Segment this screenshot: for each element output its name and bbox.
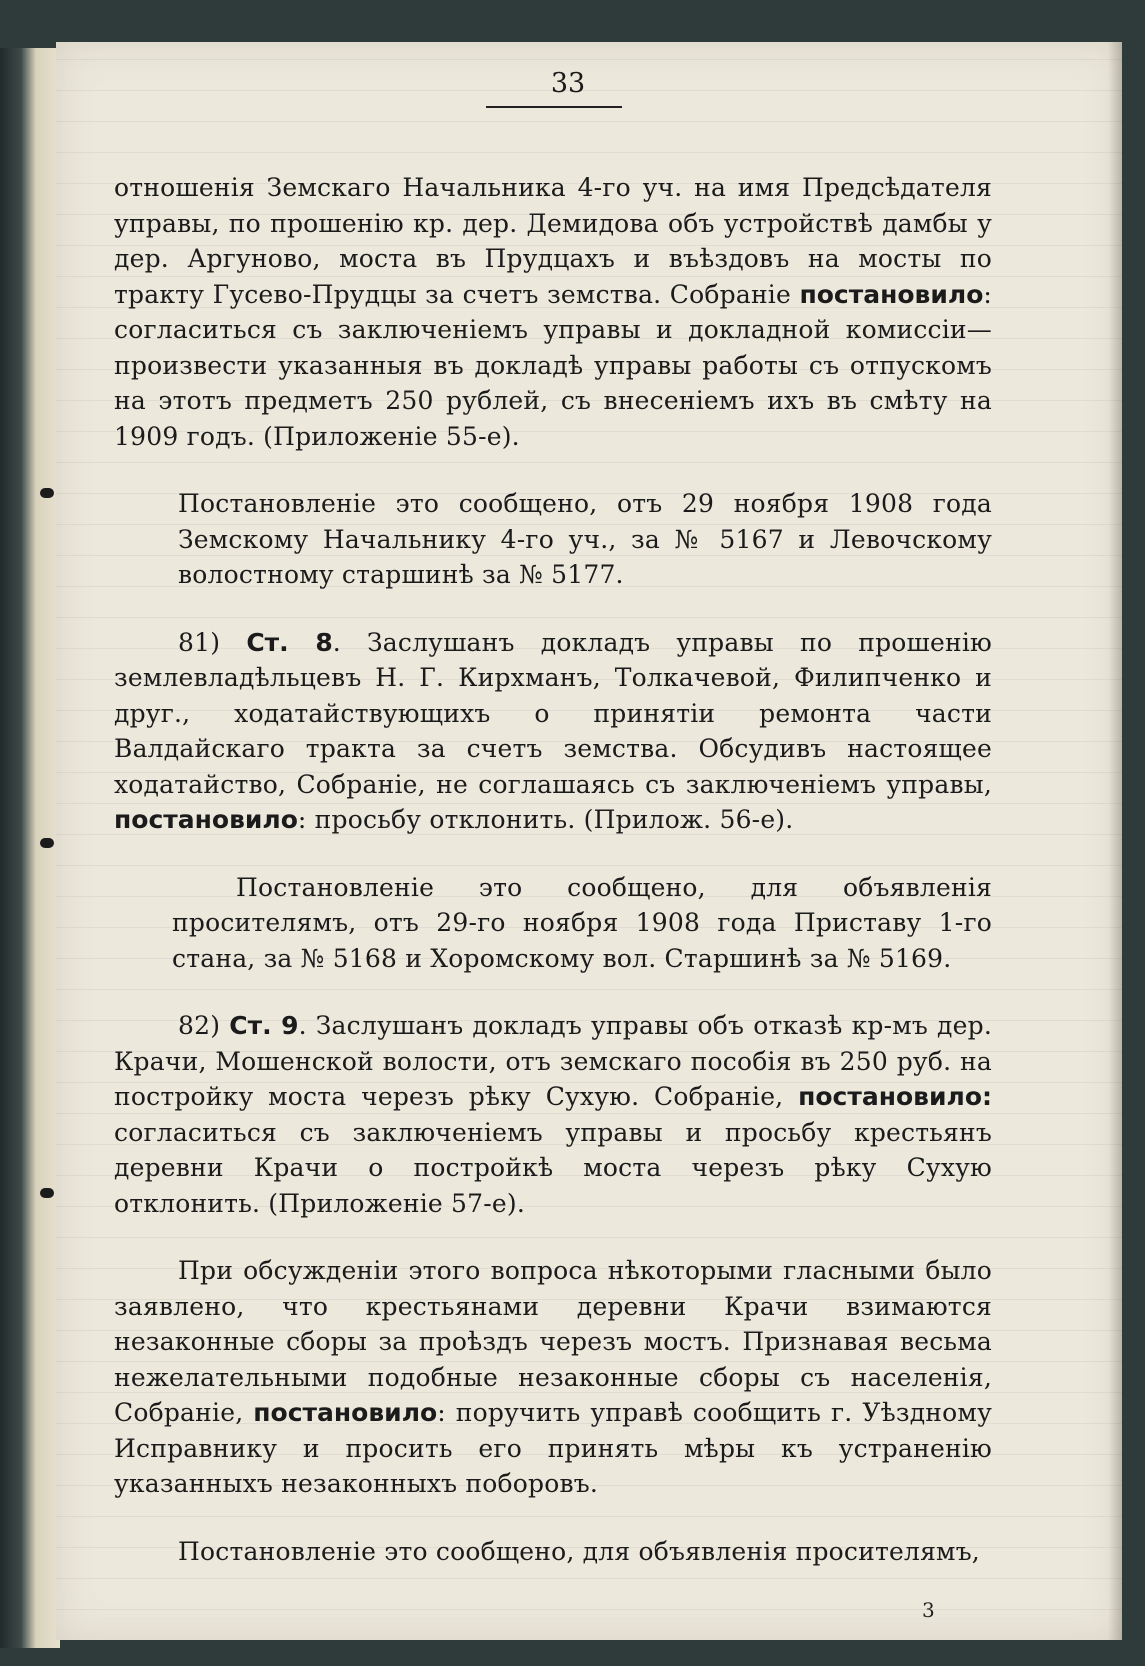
item-number: 81) [178, 627, 221, 657]
item-81 [114, 625, 992, 838]
paragraph-text: : просьбу отклонить. (Прилож. 56-е). [297, 805, 794, 834]
paragraph-text: : согласиться съ заключеніемъ управы и докладной комиссіи—произвести указанныя въ докладѣ управы работы съ отпускомъ на этотъ предметъ 250 рублей, съ внесеніемъ ихъ въ смѣту на 1909 годъ. (Приложеніе 55-е). [114, 279, 992, 451]
book-binding [0, 48, 60, 1648]
notice-paragraph [114, 486, 992, 593]
item-82 [114, 1008, 992, 1221]
page-number-rule [486, 106, 622, 108]
bold-resolution: постановило: [798, 1082, 992, 1111]
paragraph-text: . Заслушанъ докладъ управы по прошенію землевладѣльцевъ Н. Г. Кирхманъ, Толкачевой, Филипченко и друг., ходатайствующихъ о принятіи ремонта части Валдайскаго тракта за счетъ земства. Обсудивъ настоящее ходатайство, Собраніе, не соглашаясь съ заключеніемъ управы, [114, 627, 993, 799]
paragraph-text: отношенія Земскаго Начальника 4-го уч. на имя Предсѣдателя управы, по прошенію кр. дер. Демидова объ устройствѣ дамбы у дер. Аргуново, моста въ Прудцахъ и въѣздовъ на мосты по тракту Гусево-Прудцы за счетъ земства. Собраніе [114, 173, 992, 309]
page-number: 33 [550, 68, 586, 99]
item-number: 82) [178, 1011, 221, 1040]
bold-resolution: постановило [253, 1398, 438, 1427]
page-edge-shadow [1108, 42, 1122, 1640]
notice-paragraph [114, 1534, 992, 1570]
binding-ring [40, 838, 54, 848]
bold-resolution: постановило [114, 805, 298, 834]
discussion-paragraph [114, 1253, 992, 1502]
paragraph-text: Постановленіе это сообщено, отъ 29 ноября 1908 года Земскому Начальнику 4-го уч., за № 5167 и Левочскому волостному старшинѣ за № 5177. [178, 489, 992, 589]
paragraph-text: . Заслушанъ докладъ управы объ отказѣ кр-мъ дер. Крачи, Мошенской волости, отъ земскаго пособія въ 250 руб. на постройку моста черезъ рѣку Сухую. Собраніе, [114, 1011, 992, 1111]
paragraph-text: согласиться съ заключеніемъ управы и просьбу крестьянъ деревни Крачи о постройкѣ моста черезъ рѣку Сухую отклонить. (Приложеніе 57-е). [114, 1117, 992, 1218]
notice-paragraph [114, 870, 992, 977]
binding-ring [40, 1188, 54, 1198]
paragraph-text: : поручить управѣ сообщить г. Уѣздному Исправнику и просить его принять мѣры къ устраненію указанныхъ незаконныхъ поборовъ. [114, 1398, 992, 1498]
signature-mark: 3 [922, 1598, 935, 1622]
binding-ring [40, 488, 54, 498]
paragraph-text: При обсужденіи этого вопроса нѣкоторыми гласными было заявлено, что крестьянами деревни Крачи взимаются незаконные сборы за проѣздъ черезъ мостъ. Признавая весьма нежелательными подобные незаконные сборы съ населенія, Собраніе, [114, 1256, 992, 1427]
paragraph-continuation [114, 170, 992, 454]
page-body [114, 170, 992, 1569]
paragraph-text: Постановленіе это сообщено, для объявленія просителямъ, отъ 29-го ноября 1908 года Приставу 1-го стана, за № 5168 и Хоромскому вол. Старшинѣ за № 5169. [172, 872, 992, 973]
paragraph-text: Постановленіе это сообщено, для объявленія просителямъ, [178, 1536, 980, 1566]
article-label: Ст. 9 [229, 1011, 299, 1040]
article-label: Ст. 8 [246, 627, 333, 657]
bold-resolution: постановило [799, 279, 984, 309]
